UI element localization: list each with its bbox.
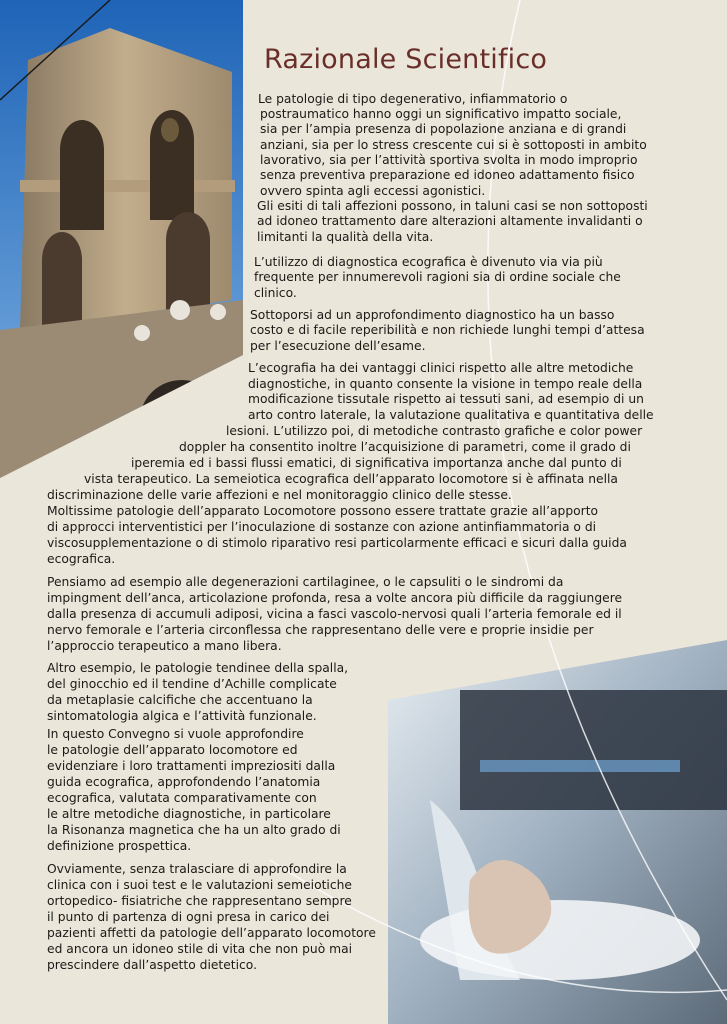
text-line: modificazione tissutale rispetto ai tessuti sani, ad esempio di un (248, 392, 644, 406)
text-line: le altre metodiche diagnostiche, in particolare (47, 807, 331, 821)
text-line: postraumatico hanno oggi un significativo impatto sociale, (260, 107, 622, 121)
page-title: Razionale Scientifico (264, 44, 548, 75)
text-line: viscosupplementazione o di stimolo riparativo resi particolarmente efficaci e sicuri dalla guida (47, 536, 627, 550)
text-line: il punto di partenza di ogni presa in carico dei (47, 910, 330, 924)
text-line: da metaplasie calcifiche che accentuano la (47, 693, 313, 707)
text-line: ecografica, valutata comparativamente con (47, 791, 317, 805)
text-line: Gli esiti di tali affezioni possono, in taluni casi se non sottoposti (257, 199, 648, 213)
text-line: anziani, sia per lo stress crescente cui si è sottoposti in ambito (260, 138, 647, 152)
text-line: Le patologie di tipo degenerativo, infiammatorio o (258, 92, 568, 106)
text-line: doppler ha consentito inoltre l’acquisizione di parametri, come il grado di (179, 440, 631, 454)
text-line: del ginocchio ed il tendine d’Achille complicate (47, 677, 337, 691)
text-line: diagnostiche, in quanto consente la visione in tempo reale della (248, 377, 643, 391)
text-line: Sottoporsi ad un approfondimento diagnostico ha un basso (250, 308, 615, 322)
text-line: Moltissime patologie dell’apparato Locomotore possono essere trattate grazie all’apporto (47, 504, 599, 518)
text-line: In questo Convegno si vuole approfondire (47, 727, 304, 741)
text-line: ovvero spinta agli eccessi agonistici. (260, 184, 486, 198)
text-line: impingment dell’anca, articolazione profonda, resa a volte ancora più difficile da raggiungere (47, 591, 623, 605)
text-line: ed ancora un idoneo stile di vita che non può mai (47, 942, 353, 956)
text-line: ortopedico- fisiatriche che rappresentano sempre (47, 894, 352, 908)
text-line: dalla presenza di accumuli adiposi, vicina a fasci vascolo-nervosi quali l’arteria femorale ed il (47, 607, 622, 621)
text-line: senza preventiva preparazione ed idoneo adattamento fisico (260, 168, 635, 182)
text-line: frequente per innumerevoli ragioni sia di ordine sociale che (254, 270, 621, 284)
text-line: sintomatologia algica e l’attività funzionale. (47, 709, 317, 723)
text-line: L’utilizzo di diagnostica ecografica è divenuto via via più (254, 255, 603, 269)
text-line: l’approccio terapeutico a mano libera. (47, 639, 282, 653)
text-line: costo e di facile reperibilità e non richiede lunghi tempi d’attesa (250, 323, 645, 337)
text-line: lesioni. L’utilizzo poi, di metodiche contrasto grafiche e color power (226, 424, 643, 438)
text-line: ad idoneo trattamento dare alterazioni altamente invalidanti o (257, 214, 643, 228)
text-line: Ovviamente, senza tralasciare di approfondire la (47, 862, 347, 876)
text-line: prescindere dall’aspetto dietetico. (47, 958, 258, 972)
text-line: per l’esecuzione dell’esame. (250, 339, 426, 353)
text-line: le patologie dell’apparato locomotore ed (47, 743, 298, 757)
text-line: ecografica. (47, 552, 116, 566)
text-line: arto contro laterale, la valutazione qualitativa e quantitativa delle (248, 408, 654, 422)
text-line: la Risonanza magnetica che ha un alto grado di (47, 823, 341, 837)
text-line: iperemia ed i bassi flussi ematici, di significativa importanza anche dal punto di (131, 456, 622, 470)
text-line: di approcci interventistici per l’inoculazione di sostanze con azione antinfiammatoria o di (47, 520, 597, 534)
text-line: clinico. (254, 286, 297, 300)
text-line: limitanti la qualità della vita. (257, 230, 434, 244)
text-line: clinica con i suoi test e le valutazioni semeiotiche (47, 878, 352, 892)
text-line: pazienti affetti da patologie dell’apparato locomotore (47, 926, 376, 940)
text-line: guida ecografica, approfondendo l’anatomia (47, 775, 321, 789)
text-line: discriminazione delle varie affezioni e nel monitoraggio clinico delle stesse. (47, 488, 512, 502)
text-line: Pensiamo ad esempio alle degenerazioni cartilaginee, o le capsuliti o le sindromi da (47, 575, 564, 589)
text-line: sia per l’ampia presenza di popolazione anziana e di grandi (260, 122, 627, 136)
text-line: Altro esempio, le patologie tendinee della spalla, (47, 661, 349, 675)
text-line: nervo femorale e l’arteria circonflessa che rappresentano delle vere e proprie insidie per (47, 623, 594, 637)
text-line: definizione prospettica. (47, 839, 192, 853)
text-line: L’ecografia ha dei vantaggi clinici rispetto alle altre metodiche (248, 361, 634, 375)
text-line: vista terapeutico. La semeiotica ecografica dell’apparato locomotore si è affinata nella (84, 472, 618, 486)
text-line: lavorativo, sia per l’attività sportiva svolta in modo improprio (260, 153, 638, 167)
text-line: evidenziare i loro trattamenti impreziositi dalla (47, 759, 336, 773)
